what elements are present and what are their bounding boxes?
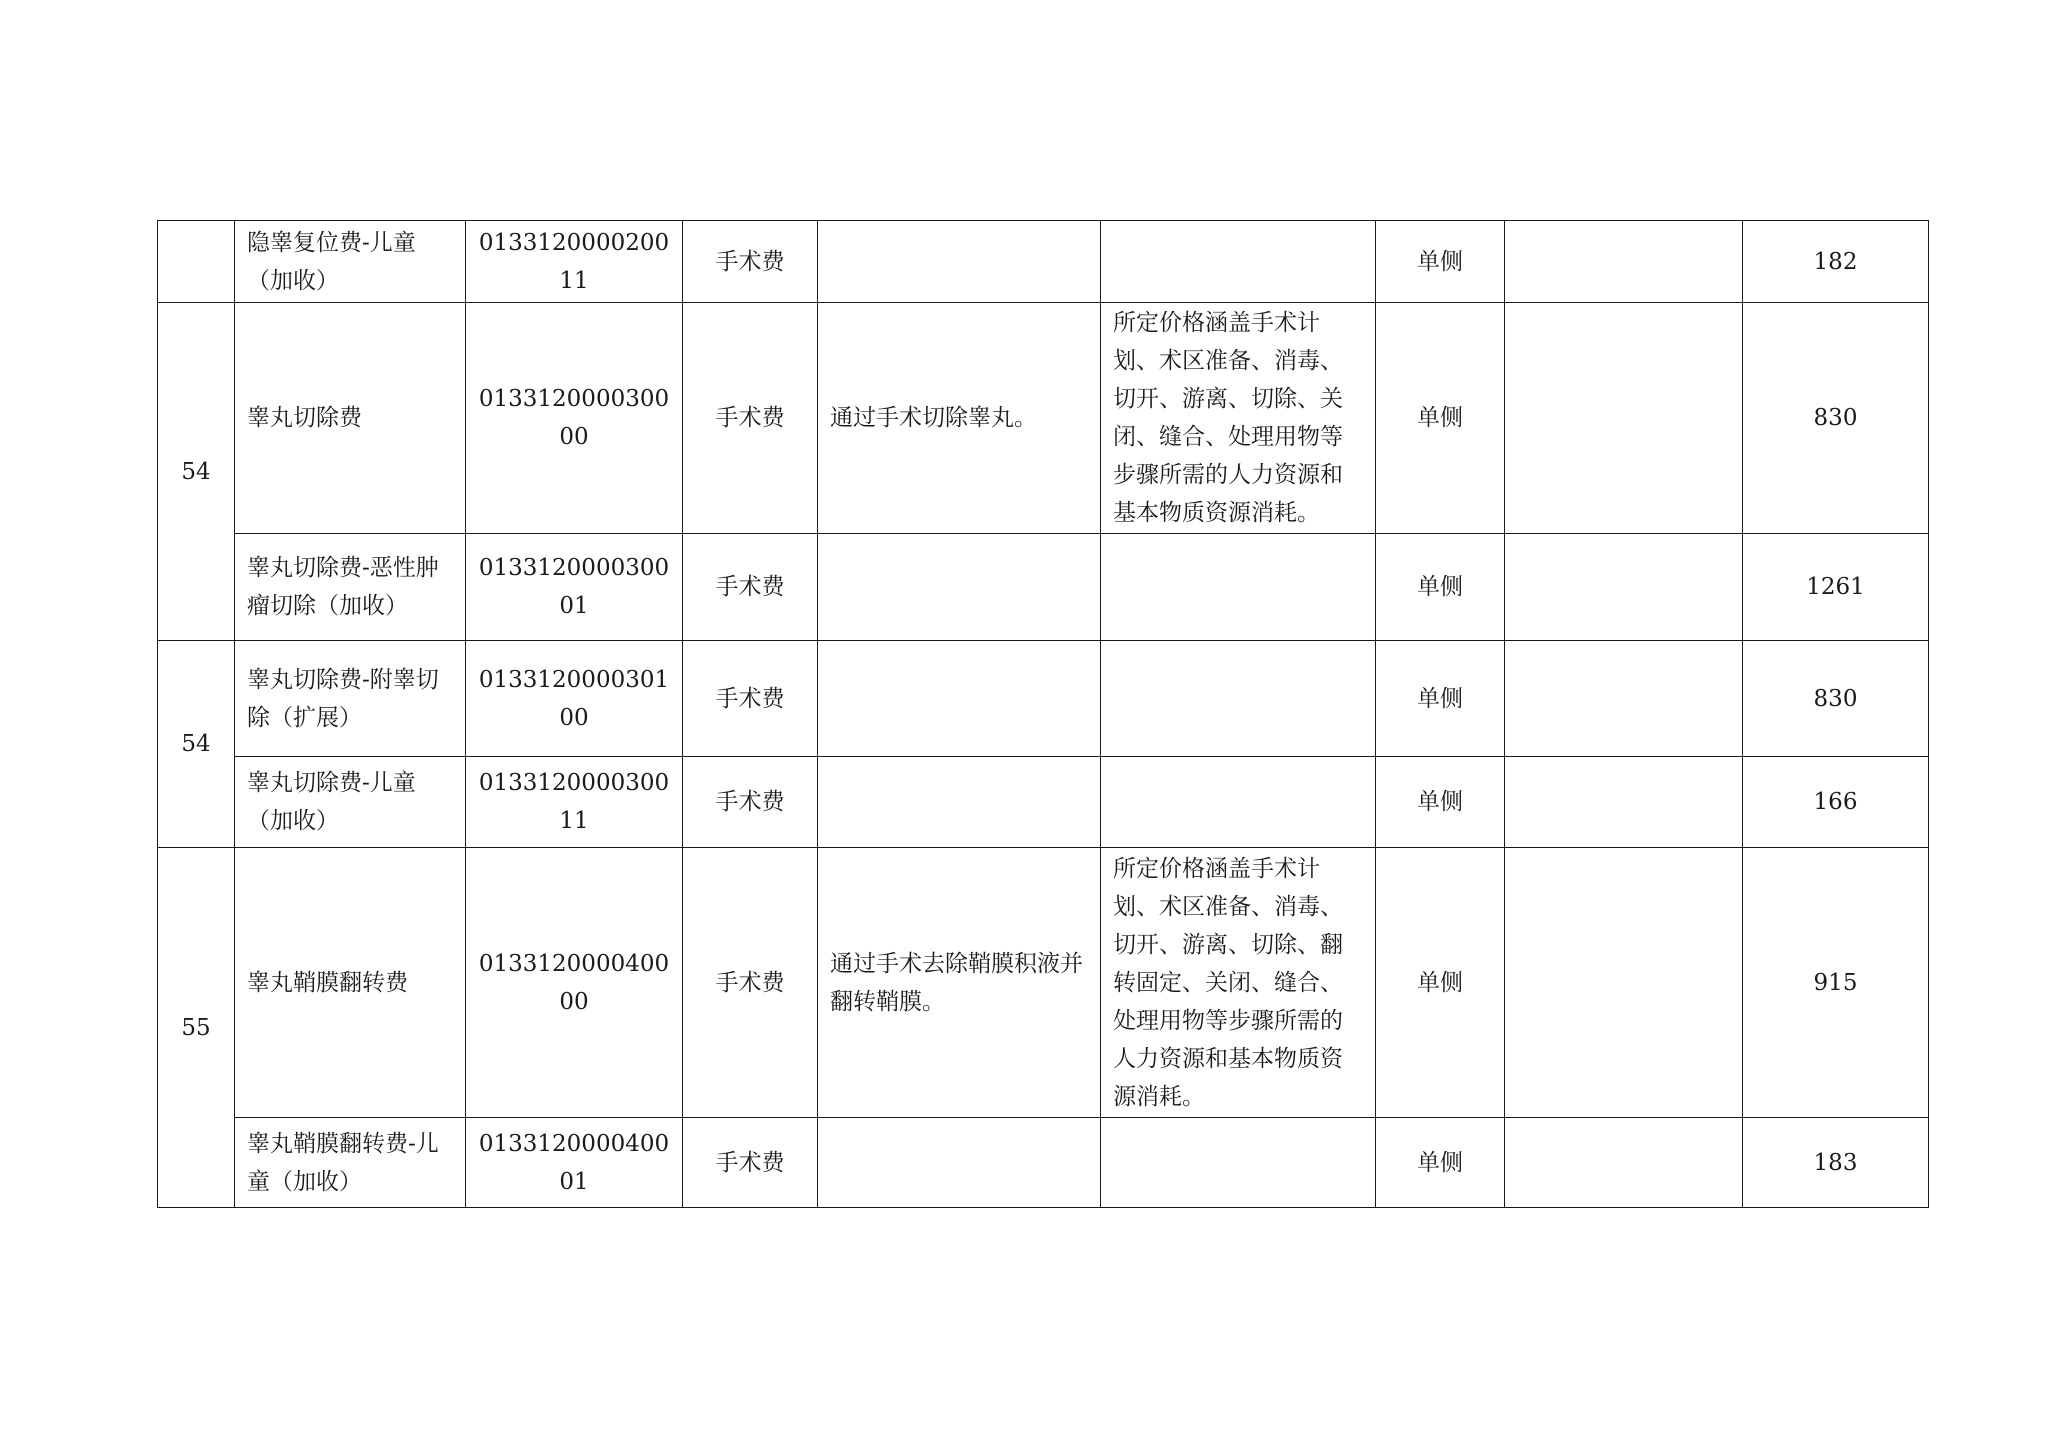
price-coverage-cell <box>1101 757 1376 848</box>
unit-cell: 单侧 <box>1376 641 1505 757</box>
content-cell <box>818 534 1101 641</box>
content-cell <box>818 1118 1101 1208</box>
item-code-cell: 013312000020011 <box>466 221 683 303</box>
category-cell: 手术费 <box>683 848 818 1118</box>
category-cell: 手术费 <box>683 534 818 641</box>
unit-cell: 单侧 <box>1376 1118 1505 1208</box>
item-code-cell: 013312000040000 <box>466 848 683 1118</box>
row-number-cell: 55 <box>158 848 235 1208</box>
unit-cell: 单侧 <box>1376 848 1505 1118</box>
table-row <box>158 1118 1929 1208</box>
note-cell <box>1505 303 1743 534</box>
price-coverage-cell <box>1101 221 1376 303</box>
price-cell: 830 <box>1743 641 1929 757</box>
price-cell: 166 <box>1743 757 1929 848</box>
category-cell: 手术费 <box>683 221 818 303</box>
price-cell: 915 <box>1743 848 1929 1118</box>
price-coverage-cell: 所定价格涵盖手术计划、术区准备、消毒、切开、游离、切除、翻转固定、关闭、缝合、处理用物等步骤所需的人力资源和基本物质资源消耗。 <box>1101 848 1376 1118</box>
row-number-cell: 54 <box>158 303 235 641</box>
note-cell <box>1505 1118 1743 1208</box>
item-name-cell: 睾丸切除费-恶性肿瘤切除（加收） <box>235 534 466 641</box>
table-row <box>158 303 1929 534</box>
item-name-cell: 睾丸鞘膜翻转费-儿童（加收） <box>235 1118 466 1208</box>
price-coverage-cell <box>1101 641 1376 757</box>
item-name-cell: 睾丸切除费 <box>235 303 466 534</box>
price-cell: 183 <box>1743 1118 1929 1208</box>
unit-cell: 单侧 <box>1376 221 1505 303</box>
category-cell: 手术费 <box>683 757 818 848</box>
price-cell: 1261 <box>1743 534 1929 641</box>
note-cell <box>1505 221 1743 303</box>
item-code-cell: 013312000040001 <box>466 1118 683 1208</box>
category-cell: 手术费 <box>683 303 818 534</box>
price-coverage-cell: 所定价格涵盖手术计划、术区准备、消毒、切开、游离、切除、关闭、缝合、处理用物等步骤所需的人力资源和基本物质资源消耗。 <box>1101 303 1376 534</box>
row-number-cell: 54 <box>158 641 235 848</box>
item-code-cell: 013312000030100 <box>466 641 683 757</box>
table-row <box>158 848 1929 1118</box>
item-code-cell: 013312000030011 <box>466 757 683 848</box>
item-name-cell: 隐睾复位费-儿童（加收） <box>235 221 466 303</box>
unit-cell: 单侧 <box>1376 303 1505 534</box>
price-cell: 182 <box>1743 221 1929 303</box>
note-cell <box>1505 757 1743 848</box>
category-cell: 手术费 <box>683 641 818 757</box>
price-cell: 830 <box>1743 303 1929 534</box>
content-cell <box>818 641 1101 757</box>
table-row <box>158 641 1929 757</box>
note-cell <box>1505 641 1743 757</box>
price-coverage-cell <box>1101 1118 1376 1208</box>
unit-cell: 单侧 <box>1376 757 1505 848</box>
price-coverage-cell <box>1101 534 1376 641</box>
table-row <box>158 757 1929 848</box>
category-cell: 手术费 <box>683 1118 818 1208</box>
content-cell <box>818 221 1101 303</box>
fee-table <box>157 220 1929 1208</box>
item-name-cell: 睾丸切除费-儿童（加收） <box>235 757 466 848</box>
item-name-cell: 睾丸鞘膜翻转费 <box>235 848 466 1118</box>
table-row <box>158 221 1929 303</box>
content-cell: 通过手术去除鞘膜积液并翻转鞘膜。 <box>818 848 1101 1118</box>
unit-cell: 单侧 <box>1376 534 1505 641</box>
row-number-cell <box>158 221 235 303</box>
content-cell <box>818 757 1101 848</box>
item-code-cell: 013312000030000 <box>466 303 683 534</box>
note-cell <box>1505 534 1743 641</box>
item-code-cell: 013312000030001 <box>466 534 683 641</box>
item-name-cell: 睾丸切除费-附睾切除（扩展） <box>235 641 466 757</box>
note-cell <box>1505 848 1743 1118</box>
content-cell: 通过手术切除睾丸。 <box>818 303 1101 534</box>
table-row <box>158 534 1929 641</box>
